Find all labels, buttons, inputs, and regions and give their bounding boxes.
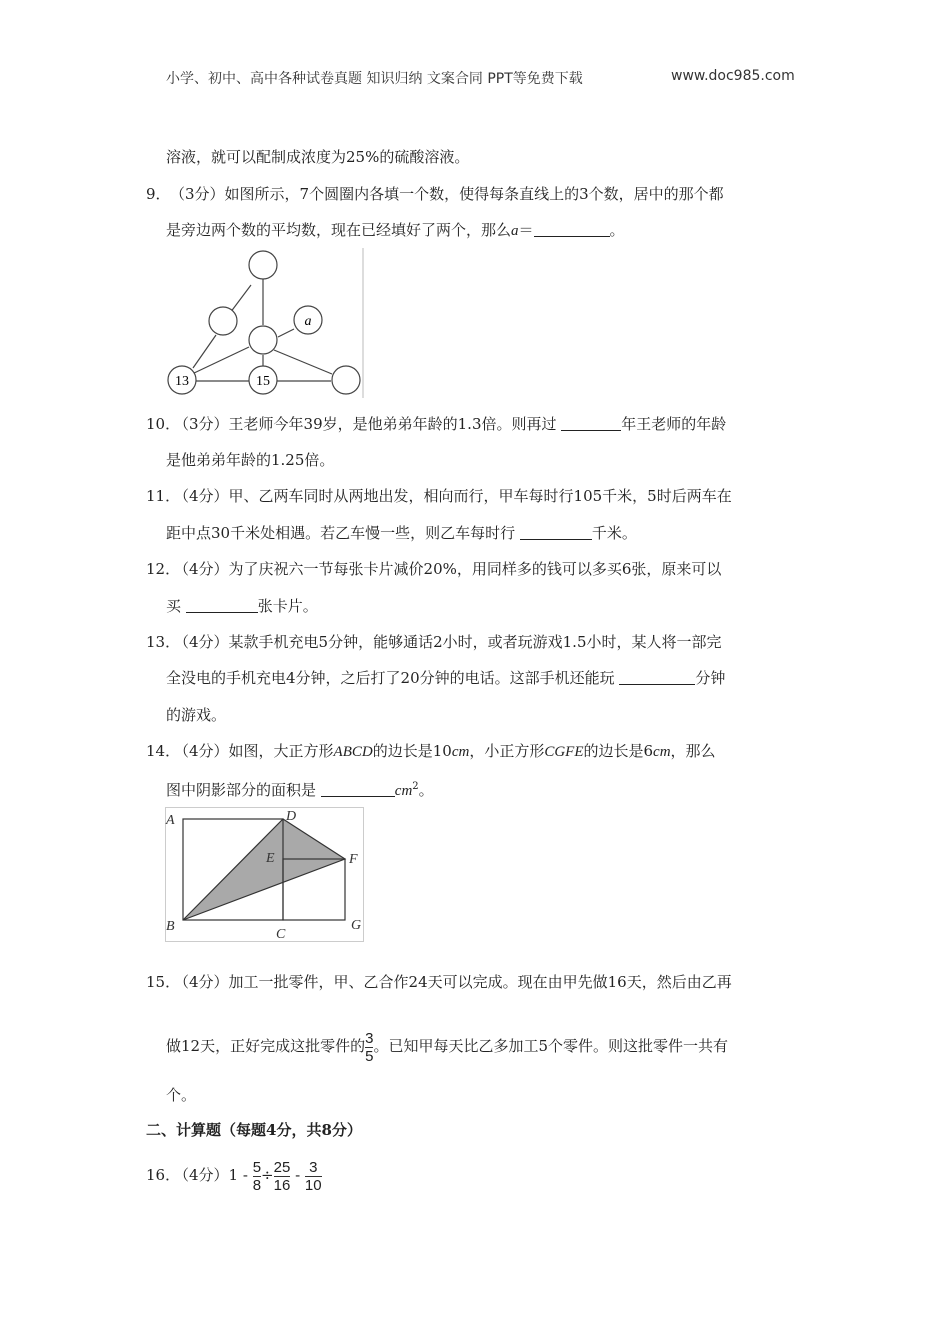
- answer-blank[interactable]: [534, 222, 610, 237]
- question-12-line2: [166, 596, 318, 616]
- unit: cm: [394, 783, 413, 799]
- section-title: 二、计算题（每题4分，共8分）: [146, 1121, 362, 1139]
- label-B: B: [166, 919, 175, 934]
- denominator: 10: [304, 1176, 322, 1194]
- q-number: 10．: [146, 415, 181, 433]
- fraction-5-8: [253, 1159, 261, 1194]
- figure-circles: [168, 251, 360, 394]
- q-number: 9．: [146, 185, 171, 203]
- question-10-line2: 是他弟弟年龄的1.25倍。: [166, 451, 335, 469]
- q-number: 15．: [146, 973, 181, 991]
- question-15-line2: [166, 1028, 728, 1065]
- q-text: 的边长是10: [372, 742, 452, 760]
- q-text: 。已知甲每天比乙多加工5个零件。则这批零件一共有: [373, 1037, 728, 1055]
- question-13-line2: [166, 668, 725, 688]
- label-G: G: [351, 918, 362, 933]
- denominator: 8: [252, 1176, 262, 1194]
- q-text: ＝: [518, 221, 534, 239]
- circle-label-13: 13: [175, 374, 189, 389]
- label-F: F: [349, 852, 358, 867]
- q-text: 分钟: [695, 669, 726, 687]
- label-C: C: [276, 927, 286, 942]
- q-text: 年王老师的年龄: [621, 415, 727, 433]
- q-text: （4分）为了庆祝六一节每张卡片减价20%，用同样多的钱可以多买6张，原来可以: [174, 560, 722, 578]
- q-text: （4分）某款手机充电5分钟，能够通话2小时，或者玩游戏1.5小时，某人将一部完: [174, 633, 722, 651]
- continued-line: 溶液，就可以配制成浓度为25%的硫酸溶液。: [166, 148, 470, 166]
- label-A: A: [166, 813, 175, 828]
- fraction-25-16: [274, 1159, 291, 1194]
- q-text: （3分）如图所示，7个圆圈内各填一个数，使得每条直线上的3个数，居中的那个都: [170, 185, 724, 203]
- unit: cm: [653, 744, 671, 760]
- q-text: （4分）甲、乙两车同时从两地出发，相向而行，甲车每时行105千米，5时后两车在: [174, 487, 732, 505]
- answer-blank[interactable]: [321, 782, 395, 797]
- question-9-line2: [166, 220, 625, 241]
- q-text: 千米。: [591, 524, 637, 542]
- q-text: ，小正方形: [469, 742, 545, 760]
- q-text: 。: [418, 781, 434, 799]
- q-number: 11．: [146, 487, 181, 505]
- q-text: 图中阴影部分的面积是: [166, 781, 321, 799]
- circle-label-15: 15: [256, 374, 270, 389]
- q-text: 买: [166, 597, 186, 615]
- circle-label-a: a: [304, 314, 312, 329]
- question-14-line2: [166, 777, 434, 801]
- q-text: 距中点30千米处相遇。若乙车慢一些，则乙车每时行: [166, 524, 520, 542]
- question-11-line2: [166, 523, 637, 543]
- header-text: 小学、初中、高中各种试卷真题 知识归纳 文案合同 PPT等免费下载: [166, 71, 583, 87]
- q-text: CGFE: [544, 744, 584, 760]
- q-text: （4分）加工一批零件，甲、乙合作24天可以完成。现在由甲先做16天，然后由乙再: [174, 973, 732, 991]
- q-number: 16．: [146, 1166, 181, 1184]
- q-number: 13．: [146, 633, 181, 651]
- q-text: 张卡片。: [257, 597, 318, 615]
- q-text: （4分）如图，大正方形: [174, 742, 334, 760]
- superscript: 2: [412, 781, 419, 792]
- q-text: （3分）王老师今年39岁，是他弟弟年龄的1.3倍。则再过: [174, 415, 562, 433]
- shaded-triangle: [183, 819, 345, 920]
- denominator: 16: [273, 1176, 291, 1194]
- q-text: （4分）1 -: [174, 1166, 253, 1184]
- q-text: ，那么: [670, 742, 716, 760]
- numerator: 5: [252, 1158, 262, 1176]
- q-text: ABCD: [333, 744, 373, 760]
- denominator: 5: [365, 1047, 374, 1065]
- label-E: E: [266, 851, 275, 866]
- label-D: D: [286, 809, 297, 824]
- variable-a: a: [511, 223, 519, 239]
- answer-blank[interactable]: [619, 670, 695, 685]
- answer-blank[interactable]: [561, 416, 621, 431]
- fraction-3-10: [305, 1159, 322, 1194]
- header-url: www.doc985.com: [671, 68, 795, 84]
- q-number: 12．: [146, 560, 181, 578]
- numerator: 25: [273, 1158, 291, 1176]
- answer-blank[interactable]: [520, 525, 592, 540]
- q-text: 全没电的手机充电4分钟，之后打了20分钟的电话。这部手机还能玩: [166, 669, 620, 687]
- unit: cm: [451, 744, 470, 760]
- q-number: 14．: [146, 742, 181, 760]
- figure-circles-diagram: [165, 248, 365, 398]
- question-13-line3: 的游戏。: [166, 706, 227, 724]
- q-text: 是旁边两个数的平均数，现在已经填好了两个，那么: [166, 221, 512, 239]
- q-text: 的边长是6: [583, 742, 654, 760]
- answer-blank[interactable]: [186, 598, 258, 613]
- q-text: 做12天，正好完成这批零件的: [166, 1037, 366, 1055]
- q-text: 。: [609, 221, 625, 239]
- figure-squares-diagram: [165, 807, 367, 943]
- numerator: 3: [365, 1029, 374, 1047]
- operator: -: [290, 1166, 305, 1184]
- question-15-line3: 个。: [166, 1086, 197, 1104]
- operator: ÷: [261, 1166, 274, 1184]
- numerator: 3: [309, 1158, 318, 1176]
